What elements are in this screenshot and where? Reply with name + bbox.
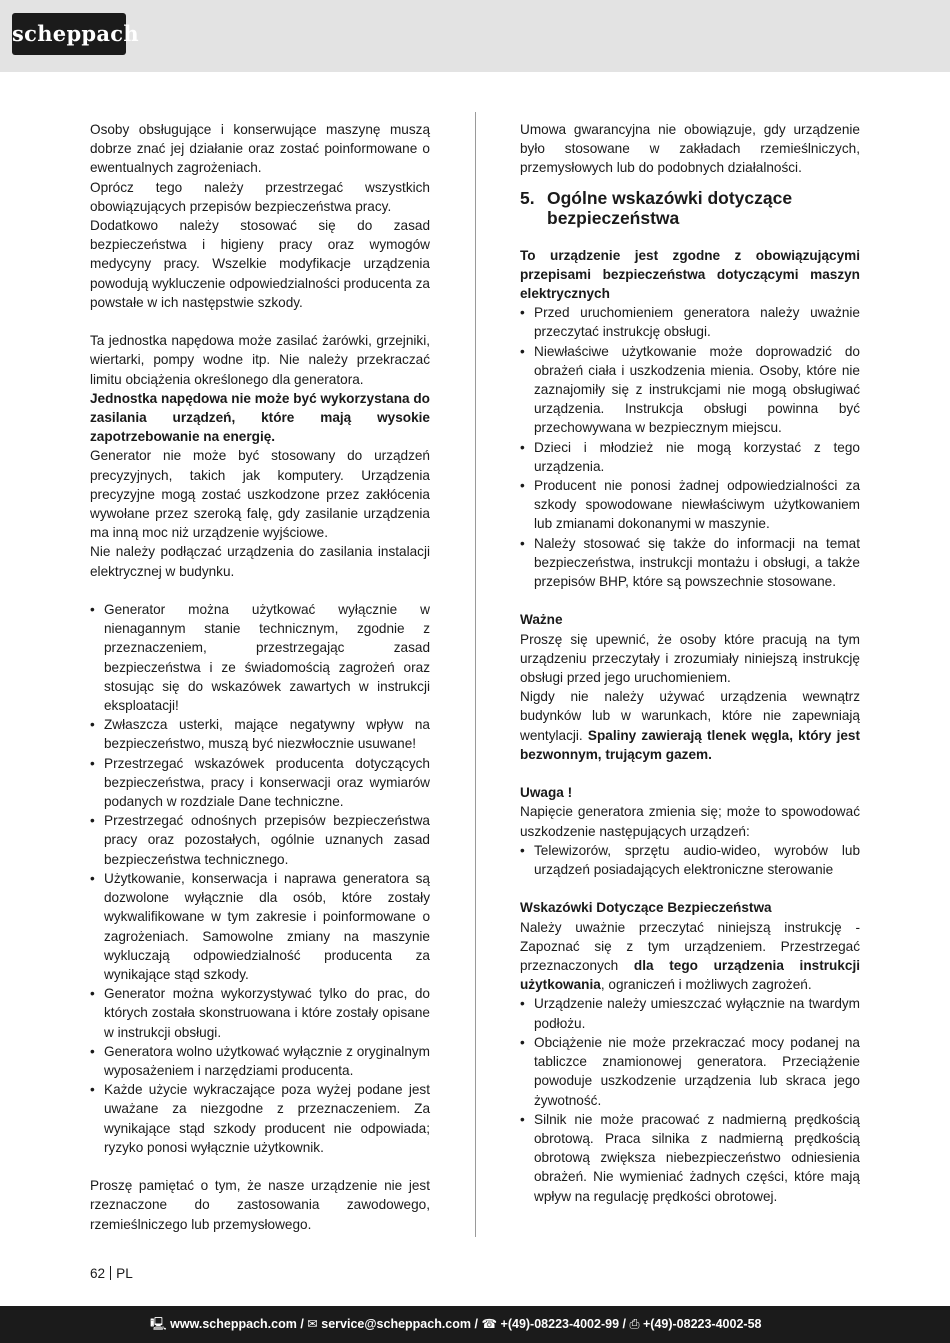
paragraph: Dodatkowo należy stosować się do zasad bezpieczeństwa i higieny pracy oraz wymogów medycyny pracy. Wszelkie modyfikacje urządzenia powodują wykluczenie odpowiedzialności producenta za powstałe w ich następstwie szkody. [90, 218, 430, 310]
list-item: • Producent nie ponosi żadnej odpowiedzialności za szkody spowodowane niewłaściwym użytkowaniem lub zmianami dokonanymi w maszynie. [520, 476, 860, 534]
section-heading [520, 188, 860, 228]
list-item: • Obciążenie nie może przekraczać mocy podanej na tabliczce znamionowej generatora. Przeciążenie powoduje uszkodzenie urządzenia lub skraca jego żywotność. [520, 1033, 860, 1110]
paragraph: Napięcie generatora zmienia się; może to spowodować uszkodzenie następujących urządzeń: [520, 804, 860, 839]
paragraph: Nie należy podłączać urządzenia do zasilania instalacji elektrycznej w budynku. [90, 544, 430, 579]
list-item: • Telewizorów, sprzętu audio-wideo, wyrobów lub urządzeń posiadających elektroniczne sterowanie [520, 841, 860, 879]
fax-number: +(49)-08223-4002-58 [642, 1317, 762, 1331]
safety-list [520, 994, 860, 1205]
subheading-wazne: Ważne [520, 612, 563, 628]
email-link[interactable]: service@scheppach.com [321, 1317, 472, 1331]
paragraph: Należy uważnie przeczytać niniejszą instrukcję - Zapoznać się z tym urządzeniem. Przestrzegać przeznaczonych dla tego urządzenia instrukcji użytkowania, ograniczeń i możliwych zagrożeń. [520, 919, 860, 993]
list-item: • Przed uruchomieniem generatora należy uważnie przeczytać instrukcję obsługi. [520, 303, 860, 341]
list-item: • Każde użycie wykraczające poza wyżej podane jest uważane za niezgodne z przeznaczeniem. Za wynikające stąd szkody producent nie odpowiada; ryzyko ponosi wyłącznie użytkownik. [90, 1080, 430, 1157]
list-item: • Generatora wolno użytkować wyłącznie z oryginalnym wyposażeniem i narzędziami producenta. [90, 1042, 430, 1080]
fax-icon: ⎙ [629, 1317, 640, 1331]
list-item: • Silnik nie może pracować z nadmierną prędkością obrotową. Praca silnika z nadmierną prędkością obrotową zwiększa niebezpieczeństwo odniesienia obrażeń. Nie wymieniać żadnych części, które mają wpływ na regulację prędkości obrotowej. [520, 1110, 860, 1206]
language-code: PL [116, 1266, 133, 1281]
paragraph-bold: Jednostka napędowa nie może być wykorzystana do zasilania urządzeń, które mają wysokie zapotrzebowanie na energię. [90, 390, 430, 445]
computer-icon: 🖳 [150, 1317, 167, 1331]
paragraph: Proszę pamiętać o tym, że nasze urządzenie nie jest rzeznaczone do zastosowania zawodowego, rzemieślniczego lub przemysłowego. [90, 1178, 430, 1232]
page-number: 62 PL [90, 1266, 133, 1281]
column-divider [475, 112, 476, 1237]
paragraph: Umowa gwarancyjna nie obowiązuje, gdy urządzenie było stosowane w zakładach rzemieślniczych, przemysłowych lub do podobnych działalności. [520, 122, 860, 176]
list-item: • Przestrzegać odnośnych przepisów bezpieczeństwa pracy oraz pozostałych, ogólnie uznanych zasad bezpieczeństwa technicznego. [90, 811, 430, 869]
section-title: Ogólne wskazówki dotyczące bezpieczeństwa [547, 187, 793, 228]
right-column [520, 120, 860, 1206]
list-item: • Użytkowanie, konserwacja i naprawa generatora są dozwolone wyłącznie dla osób, które zostały wykwalifikowane w tym zakresie i poinformowane o zagrożeniach. Samowolne zmiany na maszynie wykluczają odpowiedzialność producenta za wynikające stąd szkody. [90, 869, 430, 984]
list-item: • Przestrzegać wskazówek producenta dotyczących bezpieczeństwa, pracy i konserwacji oraz wymiarów podanych w rozdziale Dane techniczne. [90, 754, 430, 812]
list-item: • Generator można użytkować wyłącznie w nienagannym stanie technicznym, zgodnie z przeznaczeniem, przestrzegając zasad bezpieczeństwa i ze świadomością zagrożeń oraz stosując się do wskazówek zawartych w instrukcji eksploatacji! [90, 600, 430, 715]
list-item: • Zwłaszcza usterki, mające negatywny wpływ na bezpieczeństwo, muszą być niezwłocznie usuwane! [90, 715, 430, 753]
conformity-statement: To urządzenie jest zgodne z obowiązującymi przepisami bezpieczeństwa dotyczącymi maszyn elektrycznych [520, 247, 860, 302]
paragraph: Proszę się upewnić, że osoby które pracują na tym urządzeniu przeczytały i zrozumiały niniejszą instrukcję obsługi przed jego uruchomieniem. [520, 631, 860, 686]
scheppach-logo: scheppach [12, 13, 126, 55]
paragraph: Nigdy nie należy używać urządzenia wewnątrz budynków lub w warunkach, które nie zapewniają wentylacji. Spaliny zawierają tlenek węgla, który jest bezwonnym, trującym gazem. [520, 689, 860, 762]
subheading-wskazowki: Wskazówki Dotyczące Bezpieczeństwa [520, 900, 772, 916]
paragraph: Generator nie może być stosowany do urządzeń precyzyjnych, takich jak komputery. Urządzenia precyzyjne mogą zostać uszkodzone przez zakłócenia wywołane przez szeroką falę, gdy zasilanie urządzenia ma inną moc niż urządzenie wyjściowe. [90, 448, 430, 541]
header-bar [0, 0, 950, 72]
footer-bar: 🖳 www.scheppach.com / ✉ service@scheppach.com / ☎ +(49)-08223-4002-99 / ⎙ +(49)-08223-4002-58 [0, 1306, 950, 1343]
safety-list [90, 600, 430, 1157]
list-item: • Urządzenie należy umieszczać wyłącznie na twardym podłożu. [520, 994, 860, 1032]
mail-icon: ✉ [307, 1317, 318, 1331]
list-item: • Generator można wykorzystywać tylko do prac, do których została skonstruowana i które zostały opisane w instrukcji obsługi. [90, 984, 430, 1042]
list-item: • Dzieci i młodzież nie mogą korzystać z tego urządzenia. [520, 438, 860, 476]
device-list [520, 841, 860, 879]
phone-number: +(49)-08223-4002-99 [500, 1317, 620, 1331]
phone-icon: ☎ [481, 1317, 498, 1331]
paragraph: Osoby obsługujące i konserwujące maszynę muszą dobrze znać jej działanie oraz zostać poinformowane o ewentualnych zagrożeniach. [90, 122, 430, 176]
section-number: 5. [520, 187, 535, 208]
paragraph: Ta jednostka napędowa może zasilać żarówki, grzejniki, wiertarki, pompy wodne itp. Nie należy przekraczać limitu obciążenia określonego dla generatora. [90, 333, 430, 387]
website-link[interactable]: www.scheppach.com [170, 1317, 297, 1331]
paragraph: Oprócz tego należy przestrzegać wszystkich obowiązujących przepisów bezpieczeństwa pracy. [90, 179, 430, 214]
safety-list [520, 303, 860, 591]
subheading-uwaga: Uwaga ! [520, 785, 573, 801]
list-item: • Należy stosować się także do informacji na temat bezpieczeństwa, instrukcji montażu i obsługi, a także przepisów BHP, które są powszechnie stosowane. [520, 534, 860, 592]
list-item: • Niewłaściwe użytkowanie może doprowadzić do obrażeń ciała i uszkodzenia mienia. Osoby, które nie zaznajomiły się z instrukcjami nie mogą obsługiwać urządzenia. Instrukcja obsługi powinna być przechowywana w bezpiecznym miejscu. [520, 342, 860, 438]
left-column [90, 120, 430, 1234]
